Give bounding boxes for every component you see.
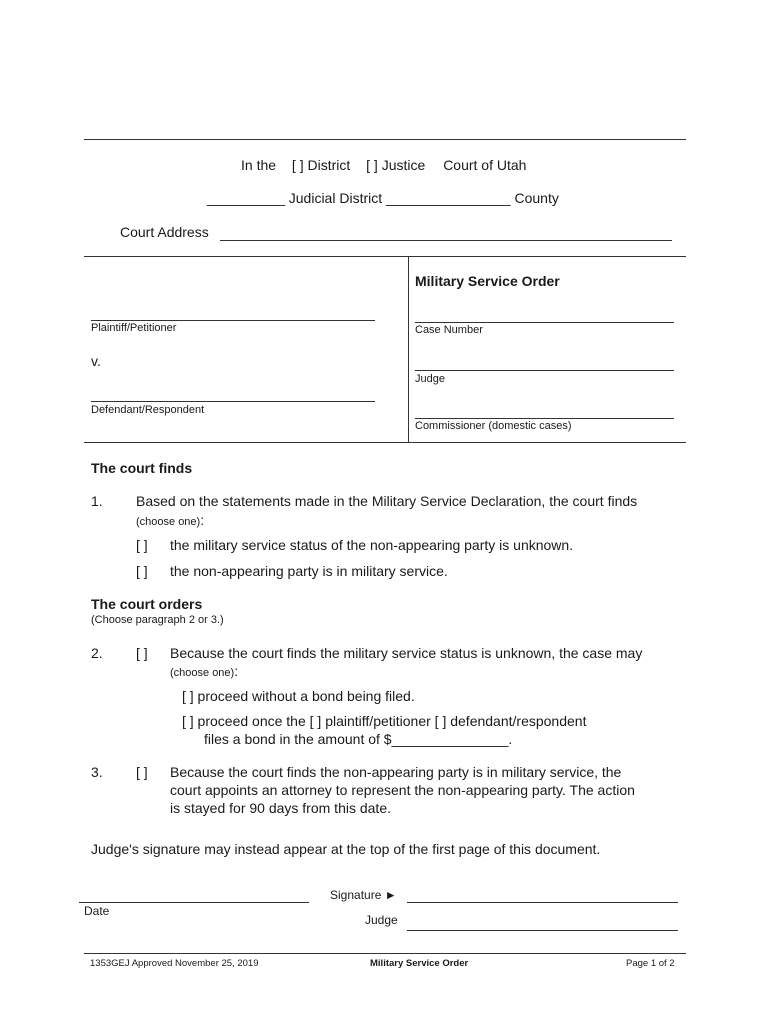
item-2-option-b-line1[interactable]: [ ] proceed once the [ ] plaintiff/petitioner [ ] defendant/respondent bbox=[182, 713, 587, 729]
case-number-label: Case Number bbox=[415, 324, 483, 336]
signature-note: Judge's signature may instead appear at the top of the first page of this document. bbox=[91, 841, 601, 857]
commissioner-field[interactable] bbox=[415, 418, 674, 419]
case-number-field[interactable] bbox=[415, 322, 674, 323]
item-1-text: Based on the statements made in the Military Service Declaration, the court finds bbox=[136, 493, 638, 509]
item-2-text: Because the court finds the military service status is unknown, the case may bbox=[170, 645, 643, 661]
item-3-line2: court appoints an attorney to represent the non-appearing party. The action bbox=[170, 782, 635, 798]
date-label: Date bbox=[84, 904, 110, 918]
signature-field[interactable] bbox=[407, 902, 678, 903]
finding-a-checkbox[interactable]: [ ] bbox=[136, 537, 148, 553]
judge-signature-label: Judge bbox=[365, 913, 398, 927]
district-checkbox[interactable]: [ ] District bbox=[291, 157, 351, 173]
commissioner-label: Commissioner (domestic cases) bbox=[415, 420, 572, 432]
item-2-note-line bbox=[170, 663, 238, 681]
judicial-district-blank[interactable]: __________ bbox=[207, 190, 285, 206]
date-field[interactable] bbox=[79, 902, 309, 903]
header-top-rule bbox=[84, 139, 686, 140]
caption-top-rule bbox=[84, 256, 686, 257]
footer-rule bbox=[84, 953, 686, 954]
item-3-line1: Because the court finds the non-appearing party is in military service, the bbox=[170, 764, 622, 780]
judge-label: Judge bbox=[415, 373, 445, 385]
defendant-field[interactable] bbox=[91, 401, 375, 402]
item-1-note: (choose one) bbox=[136, 516, 201, 528]
justice-checkbox[interactable]: [ ] Justice bbox=[366, 157, 426, 173]
plaintiff-label: Plaintiff/Petitioner bbox=[91, 322, 177, 334]
item-2-number: 2. bbox=[91, 645, 103, 661]
finds-heading: The court finds bbox=[91, 460, 193, 476]
item-2-colon: : bbox=[234, 663, 239, 679]
document-title: Military Service Order bbox=[415, 273, 560, 289]
footer-form-id: 1353GEJ Approved November 25, 2019 bbox=[90, 958, 259, 969]
court-address-field[interactable] bbox=[220, 240, 672, 241]
caption-divider bbox=[408, 256, 409, 442]
defendant-label: Defendant/Respondent bbox=[91, 404, 205, 416]
signature-label: Signature ► bbox=[330, 888, 397, 902]
item-1-number: 1. bbox=[91, 493, 103, 509]
finding-a-text: the military service status of the non-appearing party is unknown. bbox=[170, 537, 574, 553]
county-label: County bbox=[514, 190, 559, 206]
item-2-option-a[interactable]: [ ] proceed without a bond being filed. bbox=[182, 688, 415, 704]
item-2-option-b-line2[interactable]: files a bond in the amount of $_______________. bbox=[204, 731, 513, 747]
item-1-note-line bbox=[136, 512, 204, 530]
judge-name-field[interactable] bbox=[407, 930, 678, 931]
versus-label: v. bbox=[91, 353, 101, 369]
item-2-note: (choose one) bbox=[170, 667, 235, 679]
court-line bbox=[241, 157, 526, 173]
item-2-checkbox[interactable]: [ ] bbox=[136, 645, 148, 661]
item-3-line3: is stayed for 90 days from this date. bbox=[170, 800, 391, 816]
in-the-label: In the bbox=[241, 157, 277, 173]
footer-page-number: Page 1 of 2 bbox=[626, 958, 675, 969]
judicial-district-line bbox=[207, 190, 559, 206]
orders-subheading: (Choose paragraph 2 or 3.) bbox=[91, 614, 224, 626]
caption-bottom-rule bbox=[84, 442, 686, 443]
county-blank[interactable]: ________________ bbox=[386, 190, 511, 206]
footer-title: Military Service Order bbox=[370, 958, 469, 969]
item-1-colon: : bbox=[200, 512, 205, 528]
orders-heading: The court orders bbox=[91, 596, 203, 612]
judge-field[interactable] bbox=[415, 370, 674, 371]
finding-b-checkbox[interactable]: [ ] bbox=[136, 563, 148, 579]
item-3-number: 3. bbox=[91, 764, 103, 780]
court-of-utah-label: Court of Utah bbox=[443, 157, 527, 173]
item-3-checkbox[interactable]: [ ] bbox=[136, 764, 148, 780]
plaintiff-field[interactable] bbox=[91, 320, 375, 321]
finding-b-text: the non-appearing party is in military service. bbox=[170, 563, 448, 579]
judicial-district-label: Judicial District bbox=[288, 190, 383, 206]
court-address-label: Court Address bbox=[120, 224, 209, 240]
